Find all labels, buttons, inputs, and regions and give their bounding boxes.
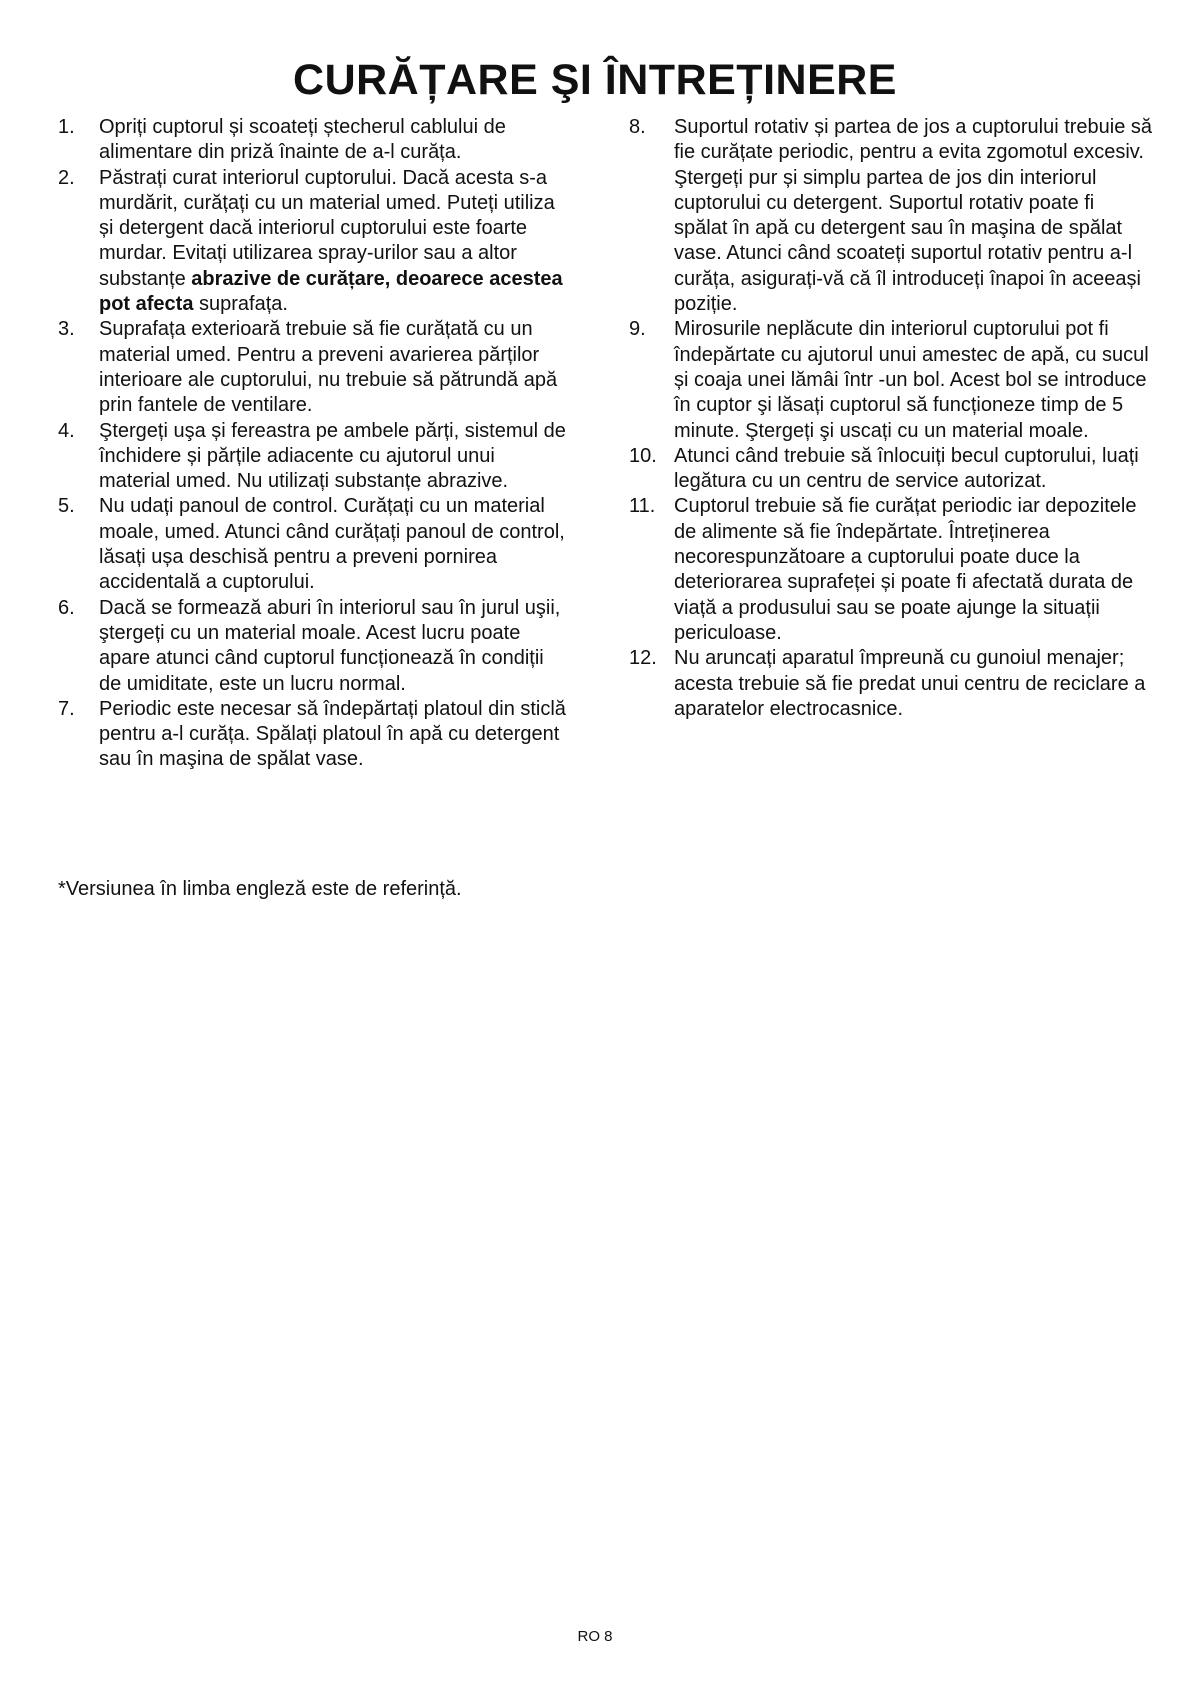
item-text: Suprafața exterioară trebuie să fie curățată cu un material umed. Pentru a preveni avarierea părților interioare ale cuptorului, nu trebuie să pătrundă apă prin fantele de ventilare.: [99, 318, 558, 417]
item-text: Suportul rotativ și partea de jos a cuptorului trebuie să fie curățate periodic, pentru a evita zgomotul excesiv. Ştergeți pur și simplu partea de jos din interiorul cuptorului cu detergent. Suportul rotativ poate fi spălat în apă cu detergent sau în maşina de spălat vase. Atunci când scoateți suportul rotativ pentru a-l curăța, asigurați-vă că îl introduceți înapoi în aceeași poziție.: [674, 116, 1153, 316]
item-bold-text: abrazive de curățare, deoarece acestea pot afecta: [99, 267, 563, 316]
list-item: [629, 494, 1153, 646]
item-text: Mirosurile neplăcute din interiorul cuptorului pot fi îndepărtate cu ajutorul unui amestec de apă, cu sucul și coaja unei lămâi într -un bol. Acest bol se introduce în cuptor şi lăsați cuptorul să funcționeze timp de 5 minute. Ştergeți şi uscați cu un material moale.: [674, 318, 1149, 442]
item-text: Dacă se formează aburi în interiorul sau în jurul uşii, ştergeți cu un material moale. Acest lucru poate apare atunci când cuptorul funcționează în condiții de umiditate, este un lucru normal.: [99, 596, 561, 695]
list-item: [629, 317, 1153, 443]
page-title: CURĂȚARE ŞI ÎNTREȚINERE: [293, 56, 897, 104]
item-text: Periodic este necesar să îndepărtați platoul din sticlă pentru a-l curăța. Spălați platoul în apă cu detergent sau în maşina de spălat vase.: [99, 697, 566, 771]
item-text: Ştergeți uşa și fereastra pe ambele părți, sistemul de închidere și părțile adiacente cu ajutorul unui material umed. Nu utilizați substanțe abrazive.: [99, 419, 566, 493]
item-text-tail: suprafața.: [193, 293, 288, 316]
item-number: 7.: [58, 697, 75, 720]
item-number: 12.: [629, 647, 657, 670]
list-item: [58, 697, 568, 773]
item-text: Nu aruncați aparatul împreună cu gunoiul menajer; acesta trebuie să fie predat unui centru de reciclare a aparatelor electrocasnice.: [674, 647, 1146, 720]
list-item: [58, 419, 568, 495]
list-item: [629, 646, 1153, 722]
item-number: 8.: [629, 116, 646, 138]
list-item: [629, 444, 1153, 495]
item-number: 2.: [58, 166, 75, 189]
item-text: Nu udați panoul de control. Curățați cu un material moale, umed. Atunci când curățați panoul de control, lăsați ușa deschisă pentru a preveni pornirea accidentală a cuptorului.: [99, 495, 565, 594]
item-number: 9.: [629, 318, 646, 341]
reference-footnote: *Versiunea în limba engleză este de referință.: [58, 878, 462, 900]
item-number: 5.: [58, 495, 75, 518]
list-item: [58, 494, 568, 595]
left-instructions-column: [58, 115, 568, 773]
list-item: [58, 317, 568, 418]
item-number: 10.: [629, 444, 657, 467]
item-number: 11.: [629, 495, 656, 518]
item-text: Cuptorul trebuie să fie curățat periodic iar depozitele de alimente să fie îndepărtate. Întreținerea necorespunzătoare a cuptorului poate duce la deteriorarea suprafeței și poate fi afectată durata de viață a produsului sau se poate ajunge la situații periculoase.: [674, 495, 1137, 644]
item-text: Păstrați curat interiorul cuptorului. Dacă acesta s-a murdărit, curățați cu un material umed. Puteți utiliza și detergent dacă interiorul cuptorului este foarte murdar. Evitați utilizarea spray-urilor sau a altor substanțe: [99, 166, 555, 290]
list-item: [58, 166, 568, 318]
list-item: [58, 596, 568, 697]
item-number: 1.: [58, 116, 75, 138]
item-number: 3.: [58, 318, 75, 341]
item-text: Atunci când trebuie să înlocuiți becul cuptorului, luați legătura cu un centru de service autorizat.: [674, 444, 1139, 493]
item-text: Opriți cuptorul și scoateți ștecherul cablului de alimentare din priză înainte de a-l curăța.: [99, 116, 506, 164]
list-item: [58, 115, 568, 166]
item-number: 4.: [58, 419, 75, 442]
page-number: RO 8: [577, 1628, 613, 1645]
right-instructions-column: [629, 115, 1153, 722]
item-number: 6.: [58, 596, 75, 619]
list-item: [629, 115, 1153, 317]
